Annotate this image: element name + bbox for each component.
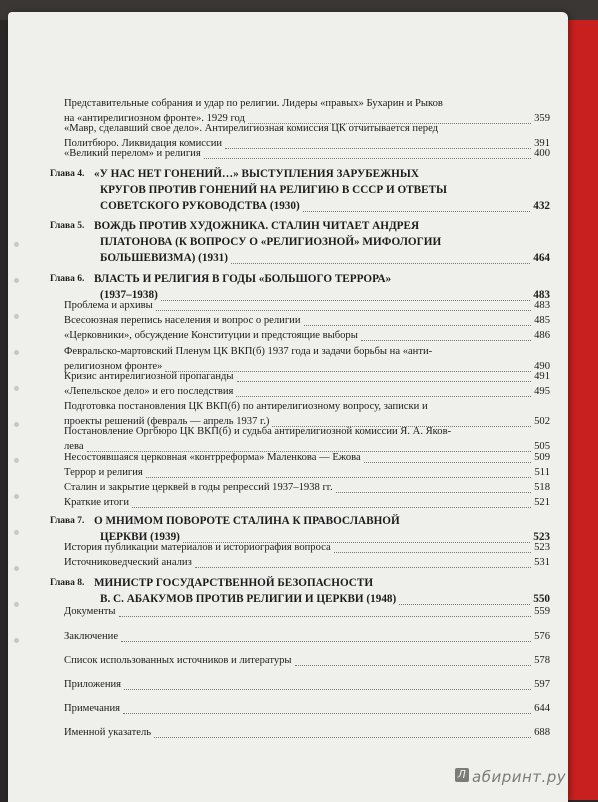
toc-entry-text-line: «Лепельское дело» и его последствия — [64, 386, 234, 397]
dot-leader — [303, 211, 530, 212]
page-number: 509 — [534, 452, 550, 463]
dot-leader — [121, 641, 531, 642]
toc-entry-text-line: на «антирелигиозном фронте». 1929 год — [64, 113, 245, 124]
toc-chapter-entry — [50, 220, 550, 268]
dot-leader — [195, 567, 531, 568]
page-number: 531 — [534, 557, 550, 568]
toc-entry-text-line: КРУГОВ ПРОТИВ ГОНЕНИЙ НА РЕЛИГИЮ В СССР И ОТВЕТЫ — [100, 184, 448, 196]
page-number: 644 — [534, 703, 550, 714]
toc-entry-text-line: Примечания — [64, 703, 120, 714]
dot-leader — [124, 689, 531, 690]
page-number: 518 — [534, 482, 550, 493]
binding-hole — [14, 530, 19, 535]
toc-entry-text-line: О МНИМОМ ПОВОРОТЕ СТАЛИНА К ПРАВОСЛАВНОЙ — [94, 515, 400, 527]
chapter-label: Глава 8. — [50, 578, 85, 588]
toc-entry-text-line: История публикации материалов и историография вопроса — [64, 542, 331, 553]
chapter-label: Глава 5. — [50, 221, 85, 231]
dot-leader — [123, 713, 531, 714]
toc-entry-text-line: Источниковедческий анализ — [64, 557, 192, 568]
toc-entry-text-line: «Великий перелом» и религия — [64, 148, 201, 159]
page-number: 550 — [533, 593, 550, 605]
toc-entry — [64, 386, 550, 401]
page-number: 483 — [533, 289, 550, 301]
toc-entry — [64, 467, 550, 482]
binding-hole — [14, 602, 19, 607]
page-number: 485 — [534, 315, 550, 326]
page-number: 359 — [534, 113, 550, 124]
toc-entry — [64, 655, 550, 670]
watermark-logo-letter: Л — [455, 768, 469, 782]
chapter-label: Глава 7. — [50, 516, 85, 526]
toc-entry — [64, 727, 550, 742]
page-number: 521 — [534, 497, 550, 508]
page-number: 432 — [533, 200, 550, 212]
dot-leader — [156, 310, 531, 311]
watermark-text: абиринт.ру — [472, 768, 567, 786]
toc-entry-text-line: Всесоюзная перепись населения и вопрос о религии — [64, 315, 301, 326]
toc-entry-text-line: проекты решений (февраль — апрель 1937 г.) — [64, 416, 270, 427]
toc-entry-text-line: Именной указатель — [64, 727, 152, 738]
page-number: 495 — [534, 386, 550, 397]
binding-hole — [14, 638, 19, 643]
page-number: 502 — [534, 416, 550, 427]
toc-entry-text-line: Постановление Оргбюро ЦК ВКП(б) и судьба антирелигиозной комиссии Я. А. Яков- — [64, 426, 452, 437]
binding-hole — [14, 422, 19, 427]
toc-entry-text-line: ПЛАТОНОВА (К ВОПРОСУ О «РЕЛИГИОЗНОЙ» МИФОЛОГИИ — [100, 236, 442, 248]
dot-leader — [295, 665, 531, 666]
toc-entry — [64, 542, 550, 557]
toc-entry — [64, 452, 550, 467]
chapter-label: Глава 4. — [50, 169, 85, 179]
dot-leader — [361, 340, 531, 341]
dot-leader — [336, 492, 531, 493]
toc-entry-text-line: ВЛАСТЬ И РЕЛИГИЯ В ГОДЫ «БОЛЬШОГО ТЕРРОРА» — [94, 273, 392, 285]
toc-entry-text-line: «Церковники», обсуждение Конституции и предстоящие выборы — [64, 330, 358, 341]
binding-hole — [14, 494, 19, 499]
toc-entry-text-line: БОЛЬШЕВИЗМА) (1931) — [100, 252, 229, 264]
dot-leader — [231, 263, 530, 264]
toc-entry — [64, 330, 550, 345]
toc-entry-text-line: религиозном фронте» — [64, 361, 163, 372]
page-number: 505 — [534, 441, 550, 452]
page-number: 523 — [534, 542, 550, 553]
binding-hole — [14, 278, 19, 283]
dot-leader — [204, 158, 531, 159]
labirint-watermark — [455, 768, 566, 786]
dot-leader — [334, 552, 531, 553]
toc-entry — [64, 148, 550, 163]
toc-entry — [64, 679, 550, 694]
toc-entry — [64, 631, 550, 646]
binding-hole — [14, 350, 19, 355]
binding-hole — [14, 314, 19, 319]
toc-entry-text-line: «Мавр, сделавший свое дело». Антирелигиозная комиссия ЦК отчитывается перед — [64, 123, 439, 134]
toc-entry-text-line: Список использованных источников и литературы — [64, 655, 292, 666]
page-number: 491 — [534, 371, 550, 382]
binding-hole — [14, 566, 19, 571]
toc-entry — [64, 557, 550, 572]
page-number: 490 — [534, 361, 550, 372]
toc-entry-text-line: Политбюро. Ликвидация комиссии — [64, 138, 223, 149]
toc-entry-text-line: Подготовка постановления ЦК ВКП(б) по антирелигиозному вопросу, записки и — [64, 401, 428, 412]
page-number: 486 — [534, 330, 550, 341]
toc-entry-text-line: Документы — [64, 606, 116, 617]
toc-entry-text-line: В. С. АБАКУМОВ ПРОТИВ РЕЛИГИИ И ЦЕРКВИ (1948) — [100, 593, 397, 605]
dot-leader — [304, 325, 531, 326]
page-number: 511 — [534, 467, 550, 478]
toc-entry — [64, 497, 550, 512]
page-number: 400 — [534, 148, 550, 159]
toc-chapter-entry — [50, 168, 550, 216]
dot-leader — [236, 396, 531, 397]
binding-hole — [14, 386, 19, 391]
toc-entry-text-line: Кризис антирелигиозной пропаганды — [64, 371, 234, 382]
dot-leader — [237, 381, 531, 382]
toc-entry-text-line: Февральско-мартовский Пленум ЦК ВКП(б) 1937 года и задачи борьбы на «анти- — [64, 346, 433, 357]
toc-entry-text-line: Представительные собрания и удар по религии. Лидеры «правых» Бухарин и Рыков — [64, 98, 443, 109]
toc-entry-text-line: Заключение — [64, 631, 119, 642]
toc-chapter-entry — [50, 577, 550, 609]
toc-entry-text-line: Краткие итоги — [64, 497, 130, 508]
dot-leader — [399, 604, 530, 605]
dot-leader — [146, 477, 531, 478]
toc-entry — [64, 482, 550, 497]
page-number: 483 — [534, 300, 550, 311]
dot-leader — [119, 616, 531, 617]
toc-entry — [64, 606, 550, 621]
toc-entry-text-line: Несостоявшаяся церковная «контрреформа» Маленкова — Ежова — [64, 452, 361, 463]
toc-entry-text-line: СОВЕТСКОГО РУКОВОДСТВА (1930) — [100, 200, 300, 212]
dot-leader — [154, 737, 531, 738]
toc-entry-text-line: ВОЖДЬ ПРОТИВ ХУДОЖНИКА. СТАЛИН ЧИТАЕТ АНДРЕЯ — [94, 220, 420, 232]
toc-entry — [64, 300, 550, 315]
toc-entry-text-line: Сталин и закрытие церквей в годы репрессий 1937–1938 гг. — [64, 482, 333, 493]
toc-entry-text-line: ЦЕРКВИ (1939) — [100, 531, 180, 543]
toc-entry — [64, 315, 550, 330]
toc-entry-text-line: МИНИСТР ГОСУДАРСТВЕННОЙ БЕЗОПАСНОСТИ — [94, 577, 374, 589]
toc-entry — [64, 703, 550, 718]
chapter-label: Глава 6. — [50, 274, 85, 284]
toc-entry-text-line: «У НАС НЕТ ГОНЕНИЙ…» ВЫСТУПЛЕНИЯ ЗАРУБЕЖНЫХ — [94, 168, 419, 180]
toc-entry — [64, 371, 550, 386]
binding-hole — [14, 458, 19, 463]
dot-leader — [132, 507, 531, 508]
page-number: 576 — [534, 631, 550, 642]
page-number: 523 — [533, 531, 550, 543]
toc-entry-text-line: Террор и религия — [64, 467, 143, 478]
dot-leader — [364, 462, 531, 463]
toc-entry-text-line: (1937–1938) — [100, 289, 158, 301]
page-number: 578 — [534, 655, 550, 666]
toc-entry-text-line: Приложения — [64, 679, 122, 690]
toc-entry-text-line: Проблема и архивы — [64, 300, 153, 311]
page-number: 688 — [534, 727, 550, 738]
page-number: 464 — [533, 252, 550, 264]
binding-hole — [14, 242, 19, 247]
toc-entry-text-line: лева — [64, 441, 84, 452]
page-number: 559 — [534, 606, 550, 617]
page-number: 391 — [534, 138, 550, 149]
page-number: 597 — [534, 679, 550, 690]
